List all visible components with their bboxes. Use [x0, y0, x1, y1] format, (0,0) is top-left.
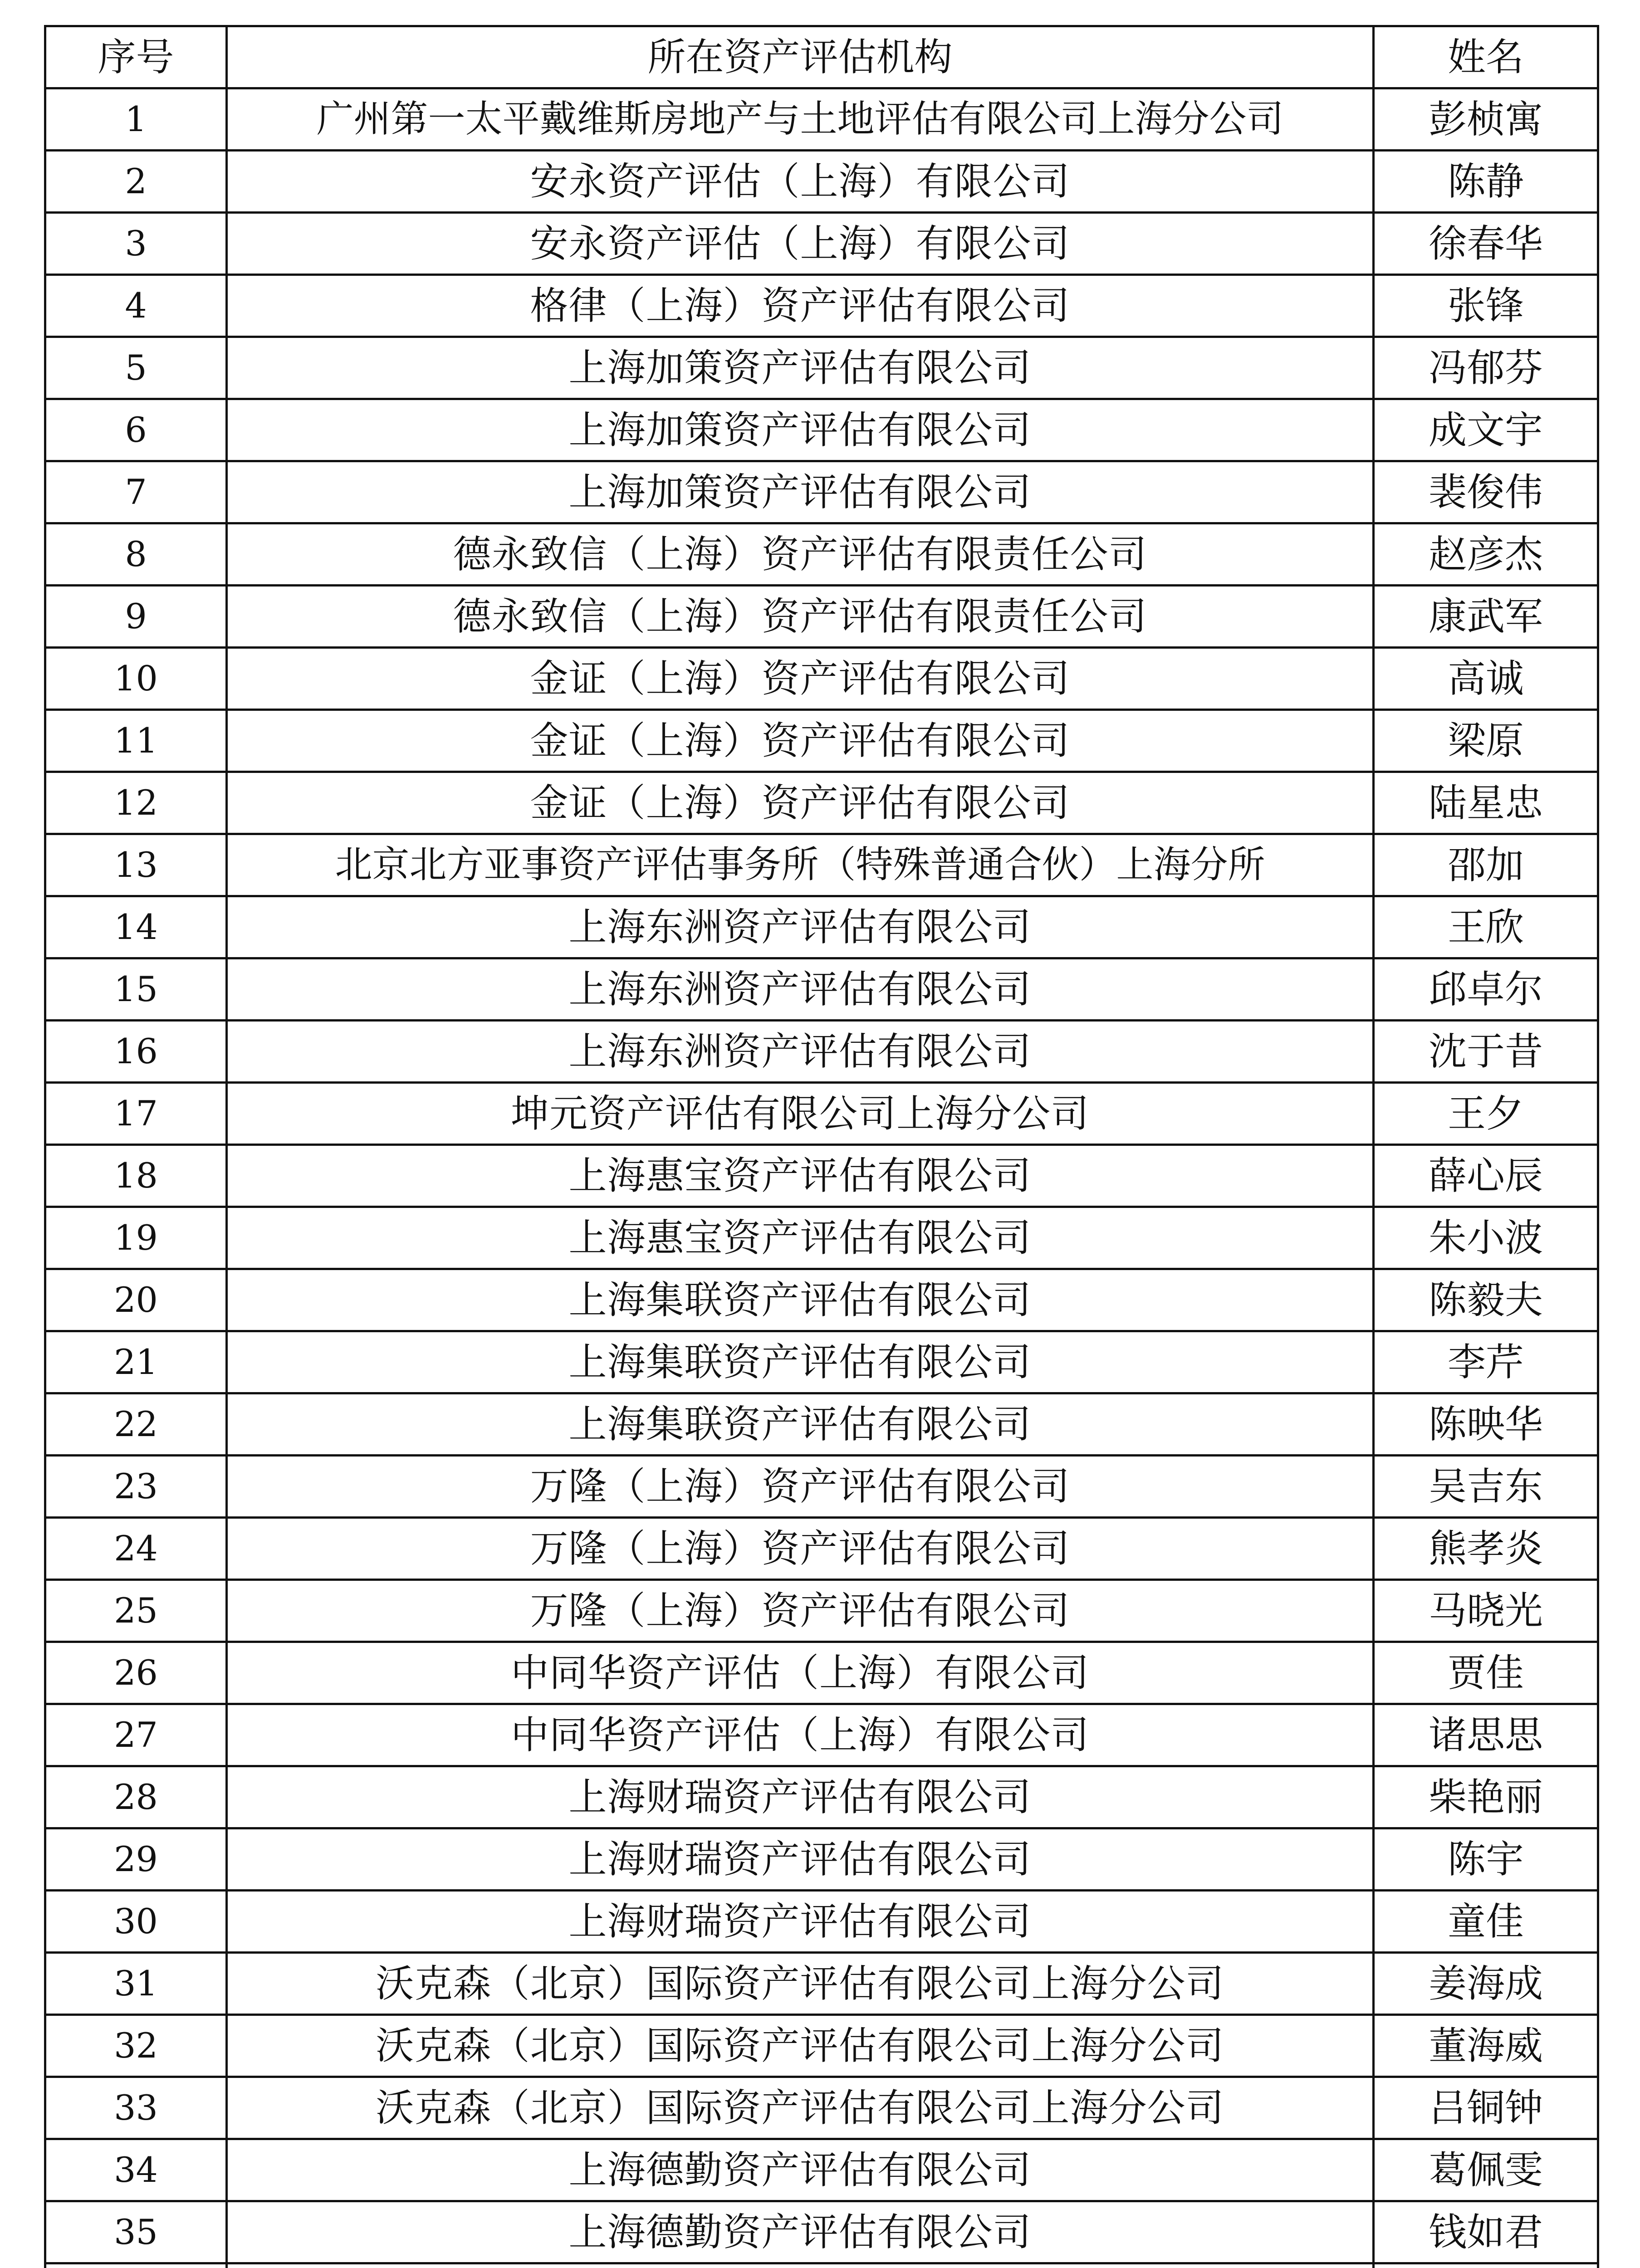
row-organization-cell: 上海德勤资产评估有限公司 [227, 2201, 1374, 2263]
row-name-cell: 朱小波 [1374, 1207, 1598, 1269]
row-name-cell: 裴俊伟 [1374, 461, 1598, 523]
row-index-cell: 17 [45, 1083, 227, 1145]
row-index-cell: 34 [45, 2139, 227, 2201]
row-name-cell: 马晓光 [1374, 1580, 1598, 1642]
row-index-cell: 29 [45, 1828, 227, 1891]
row-index-cell: 24 [45, 1518, 227, 1580]
table-row [45, 1891, 1598, 1953]
row-index-cell: 19 [45, 1207, 227, 1269]
row-index-cell: 26 [45, 1642, 227, 1704]
row-index-cell: 13 [45, 834, 227, 896]
row-organization-cell: 上海加策资产评估有限公司 [227, 337, 1374, 399]
row-name-cell [1374, 2263, 1598, 2268]
table-row [45, 1704, 1598, 1766]
row-name-cell: 童佳 [1374, 1891, 1598, 1953]
row-index-cell: 3 [45, 213, 227, 275]
table-row [45, 772, 1598, 834]
row-organization-cell: 万隆（上海）资产评估有限公司 [227, 1580, 1374, 1642]
row-index-cell: 9 [45, 586, 227, 648]
row-organization-cell [227, 2263, 1374, 2268]
table-row [45, 1642, 1598, 1704]
row-organization-cell: 金证（上海）资产评估有限公司 [227, 648, 1374, 710]
row-index-cell: 5 [45, 337, 227, 399]
row-index-cell: 32 [45, 2015, 227, 2077]
table-row [45, 1518, 1598, 1580]
table-row [45, 2139, 1598, 2201]
row-index-cell: 30 [45, 1891, 227, 1953]
row-index-cell: 4 [45, 275, 227, 337]
row-organization-cell: 金证（上海）资产评估有限公司 [227, 710, 1374, 772]
row-index-cell: 2 [45, 151, 227, 213]
header-index: 序号 [45, 26, 227, 88]
table-row [45, 275, 1598, 337]
row-index-cell: 14 [45, 896, 227, 958]
row-name-cell: 陈静 [1374, 151, 1598, 213]
row-index-cell: 10 [45, 648, 227, 710]
table-row [45, 1580, 1598, 1642]
row-name-cell: 贾佳 [1374, 1642, 1598, 1704]
row-organization-cell: 上海东洲资产评估有限公司 [227, 896, 1374, 958]
table-row [45, 834, 1598, 896]
table-row [45, 1828, 1598, 1891]
header-organization: 所在资产评估机构 [227, 26, 1374, 88]
row-index-cell: 7 [45, 461, 227, 523]
row-name-cell: 陆星忠 [1374, 772, 1598, 834]
row-index-cell: 16 [45, 1021, 227, 1083]
row-index-cell: 25 [45, 1580, 227, 1642]
table-row [45, 1207, 1598, 1269]
row-organization-cell: 坤元资产评估有限公司上海分公司 [227, 1083, 1374, 1145]
table-row [45, 88, 1598, 151]
row-organization-cell: 德永致信（上海）资产评估有限责任公司 [227, 586, 1374, 648]
row-name-cell: 高诚 [1374, 648, 1598, 710]
table-row [45, 523, 1598, 586]
row-organization-cell: 上海财瑞资产评估有限公司 [227, 1828, 1374, 1891]
row-name-cell: 姜海成 [1374, 1953, 1598, 2015]
row-organization-cell: 上海集联资产评估有限公司 [227, 1331, 1374, 1393]
row-organization-cell: 金证（上海）资产评估有限公司 [227, 772, 1374, 834]
table-row [45, 1953, 1598, 2015]
appraiser-table [44, 25, 1599, 2268]
row-index-cell: 21 [45, 1331, 227, 1393]
row-index-cell: 15 [45, 958, 227, 1021]
row-organization-cell: 上海财瑞资产评估有限公司 [227, 1766, 1374, 1828]
row-name-cell: 冯郁芬 [1374, 337, 1598, 399]
row-name-cell: 葛佩雯 [1374, 2139, 1598, 2201]
row-organization-cell: 上海集联资产评估有限公司 [227, 1393, 1374, 1456]
row-index-cell: 31 [45, 1953, 227, 2015]
row-organization-cell: 德永致信（上海）资产评估有限责任公司 [227, 523, 1374, 586]
row-name-cell: 陈映华 [1374, 1393, 1598, 1456]
row-organization-cell: 安永资产评估（上海）有限公司 [227, 213, 1374, 275]
table-row [45, 1269, 1598, 1331]
table-row [45, 586, 1598, 648]
row-index-cell: 6 [45, 399, 227, 461]
row-organization-cell: 上海惠宝资产评估有限公司 [227, 1145, 1374, 1207]
row-name-cell: 吴吉东 [1374, 1456, 1598, 1518]
row-name-cell: 赵彦杰 [1374, 523, 1598, 586]
table-row [45, 1021, 1598, 1083]
row-name-cell: 康武军 [1374, 586, 1598, 648]
table-row [45, 1331, 1598, 1393]
row-index-cell: 1 [45, 88, 227, 151]
table-row [45, 337, 1598, 399]
row-organization-cell: 中同华资产评估（上海）有限公司 [227, 1642, 1374, 1704]
row-name-cell: 沈于昔 [1374, 1021, 1598, 1083]
row-index-cell: 22 [45, 1393, 227, 1456]
table-row [45, 151, 1598, 213]
row-name-cell: 邱卓尔 [1374, 958, 1598, 1021]
row-name-cell: 吕铜钟 [1374, 2077, 1598, 2139]
table-row [45, 1766, 1598, 1828]
row-index-cell: 35 [45, 2201, 227, 2263]
table-row [45, 710, 1598, 772]
table-body [45, 88, 1598, 2268]
row-name-cell: 董海威 [1374, 2015, 1598, 2077]
row-organization-cell: 上海东洲资产评估有限公司 [227, 958, 1374, 1021]
row-organization-cell: 沃克森（北京）国际资产评估有限公司上海分公司 [227, 1953, 1374, 2015]
row-index-cell: 27 [45, 1704, 227, 1766]
row-name-cell: 王夕 [1374, 1083, 1598, 1145]
table-row [45, 2015, 1598, 2077]
row-name-cell: 彭桢寓 [1374, 88, 1598, 151]
table-row [45, 461, 1598, 523]
row-organization-cell: 上海东洲资产评估有限公司 [227, 1021, 1374, 1083]
row-name-cell: 李芹 [1374, 1331, 1598, 1393]
row-index-cell: 28 [45, 1766, 227, 1828]
row-index-cell: 12 [45, 772, 227, 834]
row-name-cell: 邵加 [1374, 834, 1598, 896]
row-organization-cell: 沃克森（北京）国际资产评估有限公司上海分公司 [227, 2015, 1374, 2077]
row-organization-cell: 上海加策资产评估有限公司 [227, 399, 1374, 461]
row-name-cell: 熊孝炎 [1374, 1518, 1598, 1580]
row-organization-cell: 沃克森（北京）国际资产评估有限公司上海分公司 [227, 2077, 1374, 2139]
table-row [45, 1145, 1598, 1207]
row-index-cell: 23 [45, 1456, 227, 1518]
row-organization-cell: 格律（上海）资产评估有限公司 [227, 275, 1374, 337]
row-index-cell [45, 2263, 227, 2268]
row-name-cell: 王欣 [1374, 896, 1598, 958]
row-organization-cell: 万隆（上海）资产评估有限公司 [227, 1456, 1374, 1518]
row-organization-cell: 上海惠宝资产评估有限公司 [227, 1207, 1374, 1269]
row-index-cell: 20 [45, 1269, 227, 1331]
row-index-cell: 18 [45, 1145, 227, 1207]
table-row [45, 213, 1598, 275]
roster-sheet [44, 25, 1597, 2268]
table-row [45, 896, 1598, 958]
table-row [45, 1083, 1598, 1145]
row-index-cell: 8 [45, 523, 227, 586]
table-row [45, 958, 1598, 1021]
row-organization-cell: 中同华资产评估（上海）有限公司 [227, 1704, 1374, 1766]
row-organization-cell: 上海加策资产评估有限公司 [227, 461, 1374, 523]
row-organization-cell: 上海德勤资产评估有限公司 [227, 2139, 1374, 2201]
row-name-cell: 薛心辰 [1374, 1145, 1598, 1207]
row-index-cell: 33 [45, 2077, 227, 2139]
row-organization-cell: 万隆（上海）资产评估有限公司 [227, 1518, 1374, 1580]
row-name-cell: 陈宇 [1374, 1828, 1598, 1891]
row-name-cell: 陈毅夫 [1374, 1269, 1598, 1331]
row-name-cell: 柴艳丽 [1374, 1766, 1598, 1828]
table-row [45, 1456, 1598, 1518]
row-name-cell: 张锋 [1374, 275, 1598, 337]
table-row [45, 1393, 1598, 1456]
row-name-cell: 梁原 [1374, 710, 1598, 772]
row-name-cell: 徐春华 [1374, 213, 1598, 275]
table-header [45, 26, 1598, 88]
row-organization-cell: 上海财瑞资产评估有限公司 [227, 1891, 1374, 1953]
row-organization-cell: 北京北方亚事资产评估事务所（特殊普通合伙）上海分所 [227, 834, 1374, 896]
row-name-cell: 成文宇 [1374, 399, 1598, 461]
header-row [45, 26, 1598, 88]
table-row [45, 2263, 1598, 2268]
row-organization-cell: 安永资产评估（上海）有限公司 [227, 151, 1374, 213]
table-row [45, 2201, 1598, 2263]
table-row [45, 648, 1598, 710]
row-name-cell: 诸思思 [1374, 1704, 1598, 1766]
header-name: 姓名 [1374, 26, 1598, 88]
row-index-cell: 11 [45, 710, 227, 772]
row-name-cell: 钱如君 [1374, 2201, 1598, 2263]
table-row [45, 2077, 1598, 2139]
table-row [45, 399, 1598, 461]
row-organization-cell: 上海集联资产评估有限公司 [227, 1269, 1374, 1331]
row-organization-cell: 广州第一太平戴维斯房地产与土地评估有限公司上海分公司 [227, 88, 1374, 151]
